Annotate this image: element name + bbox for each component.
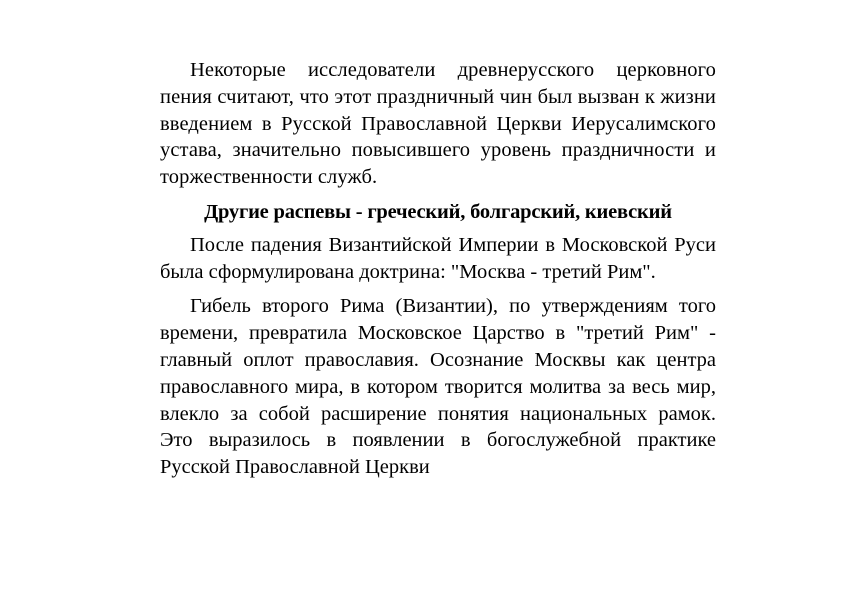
paragraph-byzantium-fall: После падения Византийской Империи в Московской Руси была сформулирована доктрина: "Москва - третий Рим". [160, 233, 716, 283]
section-heading: Другие распевы - греческий, болгарский, киевский [204, 200, 672, 223]
paragraph-chant-researchers: Некоторые исследователи древнерусского церковного пения считают, что этот праздничный чин был вызван к жизни введением в Русской Православной Церкви Иерусалимского устава, значительно повысившего уровень праздничности и торжественности служб. [160, 59, 716, 189]
paragraph-third-rome: Гибель второго Рима (Византии), по утверждениям того времени, превратила Московское Царство в "третий Рим" - главный оплот православия. Осознание Москвы как центра православного мира, в котором творится молитва за весь мир, влекло за собой расширение понятия национальных рамок. Это выразилось в появлении в богослужебной практике Русской Православной Церкви [160, 295, 716, 479]
document-page [160, 57, 716, 481]
